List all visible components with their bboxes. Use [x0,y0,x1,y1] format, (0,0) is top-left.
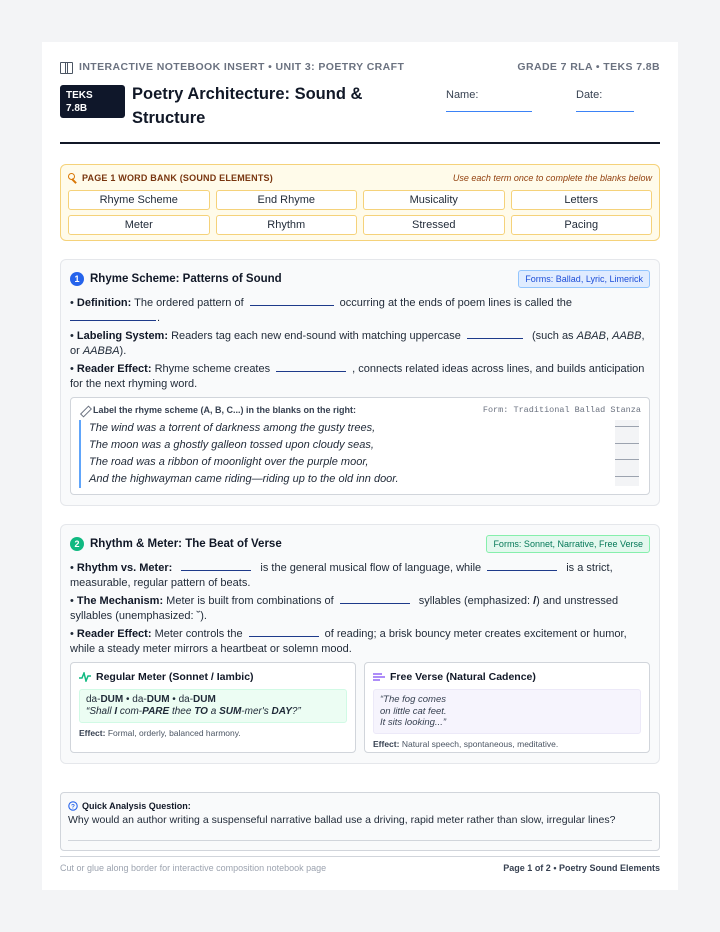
footer-left: Cut or glue along border for interactive composition notebook page [60,863,327,873]
mechanism-bullet: • The Mechanism: Meter is built from combinations of syllables (emphasized: /) and unstressed syllables (unemphasized: ˘). [70,595,619,622]
fill-blank[interactable] [340,595,410,604]
word-chip[interactable]: Rhythm [216,215,358,235]
teks-badge: TEKS 7.8B [60,85,125,118]
section-number: 1 [70,272,84,286]
rhyme-blank[interactable] [615,459,639,460]
labeling-bullet: • Labeling System: Readers tag each new end-sound with matching uppercase (such as ABAB, AABB, or AABBA). [70,330,645,357]
section-title: Rhyme Scheme: Patterns of Sound [90,273,282,285]
effect-bullet: • Reader Effect: Rhyme scheme creates , connects related ideas across lines, and builds anticipation for the next rhyming word. [70,363,645,390]
footer-right: Page 1 of 2 • Poetry Sound Elements [503,863,660,873]
page-footer [60,856,660,873]
word-bank-title: PAGE 1 WORD BANK (SOUND ELEMENTS) [82,173,273,183]
question-icon [68,801,78,811]
word-chip[interactable]: Meter [68,215,210,235]
meter-quote: “Shall I com-PARE thee TO a SUM-mer's DAY?” [86,706,301,717]
section-rhyme-scheme [60,259,660,506]
poem-line: The road was a ribbon of moonlight over the purple moor, [89,456,369,468]
definition-bullet: • Definition: The ordered pattern of occurring at the ends of poem lines is called the . [70,297,572,324]
question-title: Quick Analysis Question: [82,801,191,811]
stanza-instruction: Label the rhyme scheme (A, B, C...) in the blanks on the right: [93,405,357,415]
free-verse-card [364,662,650,753]
word-bank-instruction: Use each term once to complete the blanks below [452,173,652,183]
word-chip[interactable]: Letters [511,190,653,210]
section-number: 2 [70,537,84,551]
answer-line[interactable] [68,840,652,841]
section-bullets [70,561,650,656]
rhythm-meter-bullet: • Rhythm vs. Meter: is the general musical flow of language, while is a strict, measurable, regular pattern of beats. [70,562,613,589]
fill-blank[interactable] [249,628,319,637]
section-title: Rhythm & Meter: The Beat of Verse [90,538,282,550]
word-chip[interactable]: Musicality [363,190,505,210]
title-row [60,84,660,144]
word-bank [60,164,660,241]
poem-line: The moon was a ghostly galleon tossed upon cloudy seas, [89,439,374,451]
name-line[interactable] [446,111,532,112]
notebook-page [42,42,678,890]
pencil-icon [79,405,89,415]
grade-label: GRADE 7 RLA • TEKS 7.8B [517,61,660,73]
rhyme-blank[interactable] [615,443,639,444]
stanza-box [70,397,650,495]
word-chip[interactable]: Stressed [363,215,505,235]
analysis-question [60,792,660,851]
rhyme-blank[interactable] [615,476,639,477]
fill-blank[interactable] [487,562,557,571]
card-effect: Effect: Natural speech, spontaneous, meditative. [373,738,559,749]
poem-line: The wind was a torrent of darkness among the gusty trees, [89,422,376,434]
stanza-form: Form: Traditional Ballad Stanza [482,405,641,415]
meter-pattern: da-DUM • da-DUM • da-DUM [86,694,216,705]
card-title: Regular Meter (Sonnet / Iambic) [96,671,254,683]
forms-badge: Forms: Sonnet, Narrative, Free Verse [486,535,650,553]
card-effect: Effect: Formal, orderly, balanced harmony. [79,728,241,738]
free-verse-quote: “The fog comes on little cat feet. It sits looking...” [373,689,641,734]
word-chip[interactable]: End Rhyme [216,190,358,210]
fill-blank[interactable] [181,562,251,571]
effect-bullet: • Reader Effect: Meter controls the of reading; a brisk bouncy meter creates excitement or humor, while a steady meter mirrors a heartbeat or solemn mood. [70,628,627,655]
fill-blank[interactable] [70,312,156,321]
name-label: Name: [446,89,479,101]
date-line[interactable] [576,111,634,112]
section-bullets [70,296,650,391]
text-lines-icon [373,672,385,682]
poem-lines [79,420,641,488]
page-title: Poetry Architecture: Sound & Structure [132,85,363,127]
svg-text:?: ? [71,803,75,811]
rhyme-blank[interactable] [615,426,639,427]
poem-line: And the highwayman came riding—riding up to the old inn door. [89,473,399,485]
word-chip[interactable]: Pacing [511,215,653,235]
section-rhythm-meter [60,524,660,764]
date-field[interactable] [576,89,634,112]
meter-example [79,689,347,723]
card-title: Free Verse (Natural Cadence) [390,671,536,683]
book-icon [60,62,73,72]
unit-label: INTERACTIVE NOTEBOOK INSERT • UNIT 3: POETRY CRAFT [79,61,405,73]
forms-badge: Forms: Ballad, Lyric, Limerick [518,270,650,288]
fill-blank[interactable] [250,297,334,306]
fill-blank[interactable] [467,330,523,339]
pulse-icon [79,672,91,682]
key-icon [68,173,78,183]
word-chip[interactable]: Rhyme Scheme [68,190,210,210]
fill-blank[interactable] [276,363,346,372]
question-text: Why would an author writing a suspenseful narrative ballad use a driving, rapid meter rather than slow, irregular lines? [68,814,616,826]
regular-meter-card [70,662,356,753]
date-label: Date: [576,89,603,101]
rhyme-label-blanks [615,426,639,492]
name-field[interactable] [446,89,532,112]
top-bar [60,60,660,74]
